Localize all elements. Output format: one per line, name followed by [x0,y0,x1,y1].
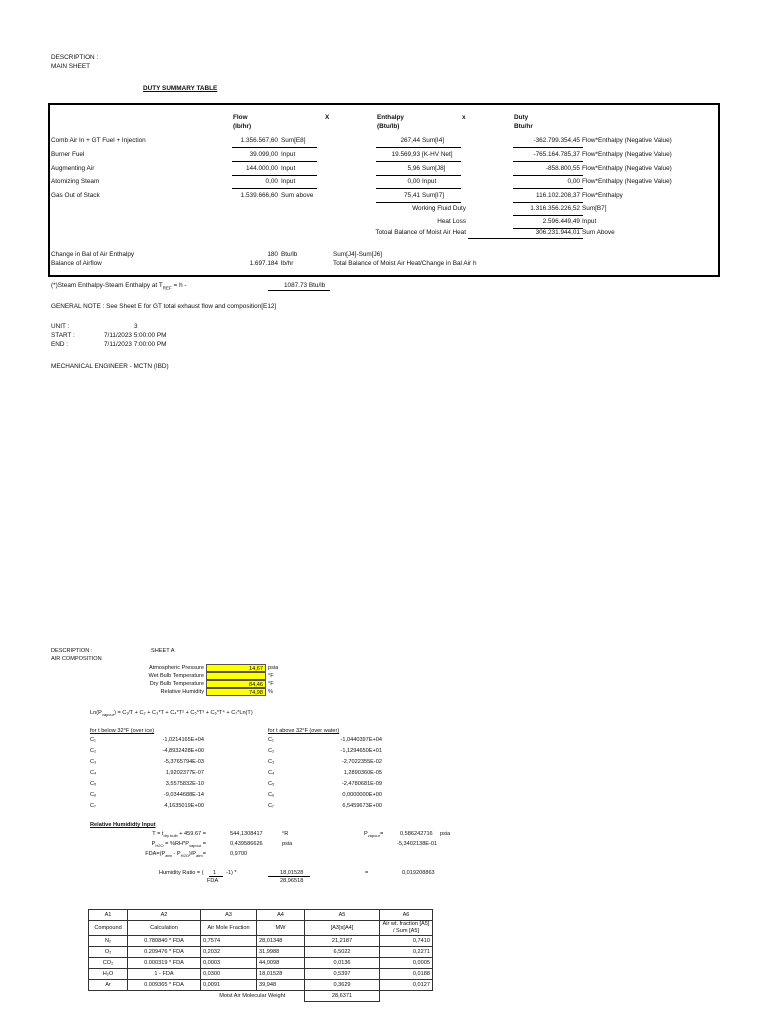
humidity-ratio-value: 0,019208863 [402,870,435,876]
row-duty-note: Flow*Enthalpy (Negative Value) [582,178,672,185]
compound: CO₂ [89,958,128,969]
col-header: Air wt. fraction [A5] / Sum [A5] [380,921,433,936]
input-label: Dry Bulb Temperature [149,681,204,687]
coef-label: C₇ [268,803,274,809]
input-unit: °F [268,681,274,687]
product: 0,5397 [305,969,380,980]
humidity-ratio-numerator: 18,01528 [280,870,304,876]
humidity-ratio-denominator: 28,96518 [280,878,304,884]
sheet-a-name: SHEET A [151,648,175,654]
end-label: END : [51,341,69,348]
description-label: DESCRIPTION : [51,54,99,61]
molecular-weight: 28,01348 [257,936,305,947]
calculation: 0.009365 * FDA [128,980,201,991]
row-flow: 39.099,00 [249,151,278,158]
row-flow: 144.000,00 [246,165,278,172]
coef-value-above: 6,5459673E+00 [342,803,382,809]
sheet-a-title: AIR COMPOSITION [51,656,102,662]
row-flow-note: Input [281,165,296,172]
row-enthalpy: 267,44 [400,137,420,144]
working-fluid-value: 1.316.356.226,52 [530,205,580,212]
mole-fraction: 0,7574 [201,936,257,947]
heat-loss-note: Input [582,218,597,225]
ph2o-formula: $P_{H2O} = \%RH*P_{vapour}$ = [151,841,206,849]
row-duty-note: Flow*Enthalpy [582,192,623,199]
table-row [89,936,433,947]
t-value: 544,1308417 [230,831,263,837]
molecular-weight: 31,9988 [257,947,305,958]
row-label: Atomizing Steam [51,178,100,185]
calculation: 0.209476 * FDA [128,947,201,958]
coef-label: C₂ [268,748,275,754]
heat-loss-value: 2.596.449,49 [542,218,580,225]
mole-fraction: 0,0091 [201,980,257,991]
calculation: 0.780840 * FDA [128,936,201,947]
rh-input-title: Relative Humididty Input [90,822,156,828]
compound: N₂ [89,936,128,947]
row-enthalpy-note: [K-HV Net] [422,151,453,158]
row-enthalpy-note: Input [422,178,437,185]
coef-value-below: 3,5575832E-10 [165,781,204,787]
calculation: 1 - FDA [128,969,201,980]
steam-enthalpy-value: 1087.73 Btu/lb [284,282,326,289]
col-id: A6 [380,910,433,921]
humidity-ratio-fda: FDA [207,878,219,884]
total-balance-label: Totoal Balance of Moist Air Heat [375,229,466,236]
col-flow-header: Flow [233,114,248,121]
col-flow-unit: (lb/hr) [233,123,252,130]
coef-label: C₆ [268,792,275,798]
start-value: 7/11/2023 5:00:00 PM [104,332,167,339]
unit-label: UNIT : [51,323,70,330]
wt-fraction: 0,7410 [380,936,433,947]
col-header: Air Mole Fraction [201,921,257,936]
row-flow: 0,00 [265,178,278,185]
table-header [89,921,433,936]
row-enthalpy: 0,00 [407,178,420,185]
pvapour-label: $P_{vapour}=$ [364,831,384,839]
row-flow-note: Input [281,151,296,158]
balance-unit: lb/hr [281,260,294,267]
coef-value-below: -5,3765794E-03 [163,759,204,765]
table-row [89,969,433,980]
balance-value: 1.697.184 [249,260,278,267]
input-label: Atmospheric Pressure [148,665,204,671]
coef-label: C₄ [268,770,275,776]
coef-value-below: 1,9202377E-07 [165,770,204,776]
steam-enthalpy-note: (*)Steam Enthalpy-Steam Enthalpy at $T_{REF} = h$ - [51,282,187,291]
molecular-weight: 18,01528 [257,969,305,980]
coef-label: C₅ [268,781,275,787]
t-unit: °R [282,831,289,837]
input-unit: % [268,689,273,695]
row-duty: -765.164.785,37 [533,151,580,158]
molecular-weight: 44,0098 [257,958,305,969]
unit-value: 3 [134,323,138,330]
compound: Ar [89,980,128,991]
balance-note: Total Balance of Moist Air Heat/Change in Bal Air h [333,260,477,267]
change-value: 180 [267,251,278,258]
row-enthalpy: 5,96 [407,165,420,172]
product: 21,2187 [305,936,380,947]
col-header: MW [257,921,305,936]
row-enthalpy-note: Sum[I4] [422,137,445,144]
mole-fraction: 0,0003 [201,958,257,969]
humidity-ratio-equals: = [365,870,369,876]
end-value: 7/11/2023 7:00:00 PM [104,341,167,348]
wt-fraction: 0,0188 [380,969,433,980]
row-flow: 1.539.666,60 [240,192,278,199]
product: 0,0136 [305,958,380,969]
fda-formula: $FDA=(P_{atm} - P_{H2O})/P_{atm}=$ [145,851,206,859]
mw-label: Moist Air Molecular Weight [219,993,286,1000]
ph2o-value: 0,439586626 [230,841,263,847]
input-atm-pressure[interactable]: 14,67 [206,664,266,672]
total-balance-value: 306.231.944,01 [535,229,580,236]
coef-value-below: 4,1635019E+00 [164,803,204,809]
row-duty: 0,00 [567,178,580,185]
col-enthalpy-header: Enthalpy [377,114,404,121]
coef-label: C₁ [268,737,274,743]
calculation: 0.000319 * FDA [128,958,201,969]
col-header: [A3]x[A4] [305,921,380,936]
row-label: Augmenting Air [51,165,95,172]
col-id: A1 [89,910,128,921]
sheet-a-description-label: DESCRIPTION : [51,648,93,654]
product: 0,3629 [305,980,380,991]
table-row [89,947,433,958]
coef-value-below: -1,0214165E+04 [162,737,204,743]
row-duty: -858.800,55 [545,165,580,172]
coef-value-above: 0,0000000E+00 [342,792,382,798]
heat-loss-label: Heat Loss [437,218,466,225]
col-header: Calculation [128,921,201,936]
humidity-ratio-mid: -1) * [226,870,237,876]
humidity-ratio-label: Humidity Ratio = ( [159,870,204,876]
working-fluid-label: Working Fluid Duty [412,205,466,212]
col-duty-unit: Btu/hr [514,123,533,130]
input-unit: °F [268,673,274,679]
duty-table-title: DUTY SUMMARY TABLE [143,85,218,92]
engineer-label: MECHANICAL ENGINEER - MCTN (IBD) [51,363,169,370]
coef-value-below: -4,8932428E+00 [162,748,204,754]
row-duty-note: Flow*Enthalpy (Negative Value) [582,151,672,158]
wt-fraction: 0,0005 [380,958,433,969]
compound: O₂ [89,947,128,958]
coef-value-above: -2,7022355E-02 [341,759,382,765]
coef-label: C₆ [90,792,97,798]
row-label: Comb Air In + GT Fuel + Injection [51,137,146,144]
coef-label: C₄ [90,770,97,776]
row-enthalpy: 19.569,93 [391,151,420,158]
coef-label: C₂ [90,748,97,754]
vapour-pressure-equation: $Ln(P_{vapour}) = C_1/T + C_2 + C_3*T + C_4*T^2 + C_5*T^3 + C_6*T^4 + C_7*Ln(T)$ [90,710,253,718]
coef-value-above: -2,4780681E-09 [341,781,382,787]
general-note: GENERAL NOTE : See Sheet E for GT total exhaust flow and composition[E12] [51,303,277,310]
row-enthalpy-note: Sum[I7] [422,192,445,199]
row-label: Gas Out of Stack [51,192,100,199]
input-unit: psia [268,665,279,671]
coef-value-above: -1,0440397E+04 [340,737,382,743]
change-note: Sum[J4]-Sum[J6] [333,251,383,258]
coef-value-above: -1,1294650E+01 [340,748,382,754]
input-dry-bulb[interactable]: 84,46 [206,680,266,688]
input-relative-humidity[interactable]: 74,98 [206,688,266,696]
coef-label: C₁ [90,737,96,743]
change-unit: Btu/lb [281,251,298,258]
start-label: START : [51,332,75,339]
wt-fraction: 0,0127 [380,980,433,991]
coef-label: C₃ [90,759,97,765]
above-32-title: for t above 32°F (over water) [268,728,340,734]
total-balance-note: Sum Above [582,229,615,236]
mole-fraction: 0,2032 [201,947,257,958]
below-32-title: for t below 32°F (over ice) [90,728,155,734]
pvapour-unit: psia [440,831,451,837]
row-flow-note: Sum above [281,192,314,199]
row-duty-note: Flow*Enthalpy (Negative Value) [582,137,672,144]
input-wet-bulb[interactable] [206,672,266,680]
row-flow: 1.356.567,60 [240,137,278,144]
molecular-weight: 39,948 [257,980,305,991]
row-duty-note: Flow*Enthalpy (Negative Value) [582,165,672,172]
fda-value: 0,9700 [230,851,248,857]
pvapour-value: 0,586242716 [400,831,433,837]
row-enthalpy: 75,41 [404,192,420,199]
col-header: Compound [89,921,128,936]
table-header-ids [89,910,433,921]
row-flow-note: Sum[E8] [281,137,306,144]
col-id: A2 [128,910,201,921]
op-multiply-2: x [462,114,466,121]
row-label: Burner Fuel [51,151,85,158]
op-multiply-1: X [325,114,330,121]
input-label: Relative Humidity [160,689,204,695]
ph2o-unit: psia [282,841,293,847]
col-duty-header: Duty [514,114,529,121]
sheet-label: MAIN SHEET [51,63,91,70]
row-flow-note: Input [281,178,296,185]
balance-label: Balance of Airflow [51,260,102,267]
row-duty: 116.102.208,37 [536,192,580,199]
col-id: A5 [305,910,380,921]
row-duty: -362.799.354,45 [533,137,580,144]
table-row [89,958,433,969]
col-id: A3 [201,910,257,921]
coef-label: C₇ [90,803,96,809]
input-label: Wet Bulb Temperature [148,673,204,679]
humidity-ratio-one: 1 [213,870,217,876]
air-composition-table [88,909,433,1002]
pvapour-ln-value: -5,3402138E-01 [397,841,438,847]
col-enthalpy-unit: (Btu/lb) [377,123,400,130]
coef-label: C₅ [90,781,97,787]
coef-value-above: 1,2890360E-05 [343,770,382,776]
t-formula: $T = t_{dry bulb} + 459.67$ = [152,831,206,839]
wt-fraction: 0,2271 [380,947,433,958]
mw-value: 28,6371 [305,991,380,1002]
mw-total-row [89,991,433,1002]
table-row [89,980,433,991]
col-id: A4 [257,910,305,921]
mole-fraction: 0,0300 [201,969,257,980]
coef-label: C₃ [268,759,275,765]
coef-value-below: -9,0344688E-14 [163,792,204,798]
working-fluid-note: Sum[B7] [582,205,607,212]
change-label: Change in Bal of Air Enthalpy [51,251,135,258]
product: 6,5022 [305,947,380,958]
row-enthalpy-note: Sum[J8] [422,165,446,172]
compound: H₂O [89,969,128,980]
